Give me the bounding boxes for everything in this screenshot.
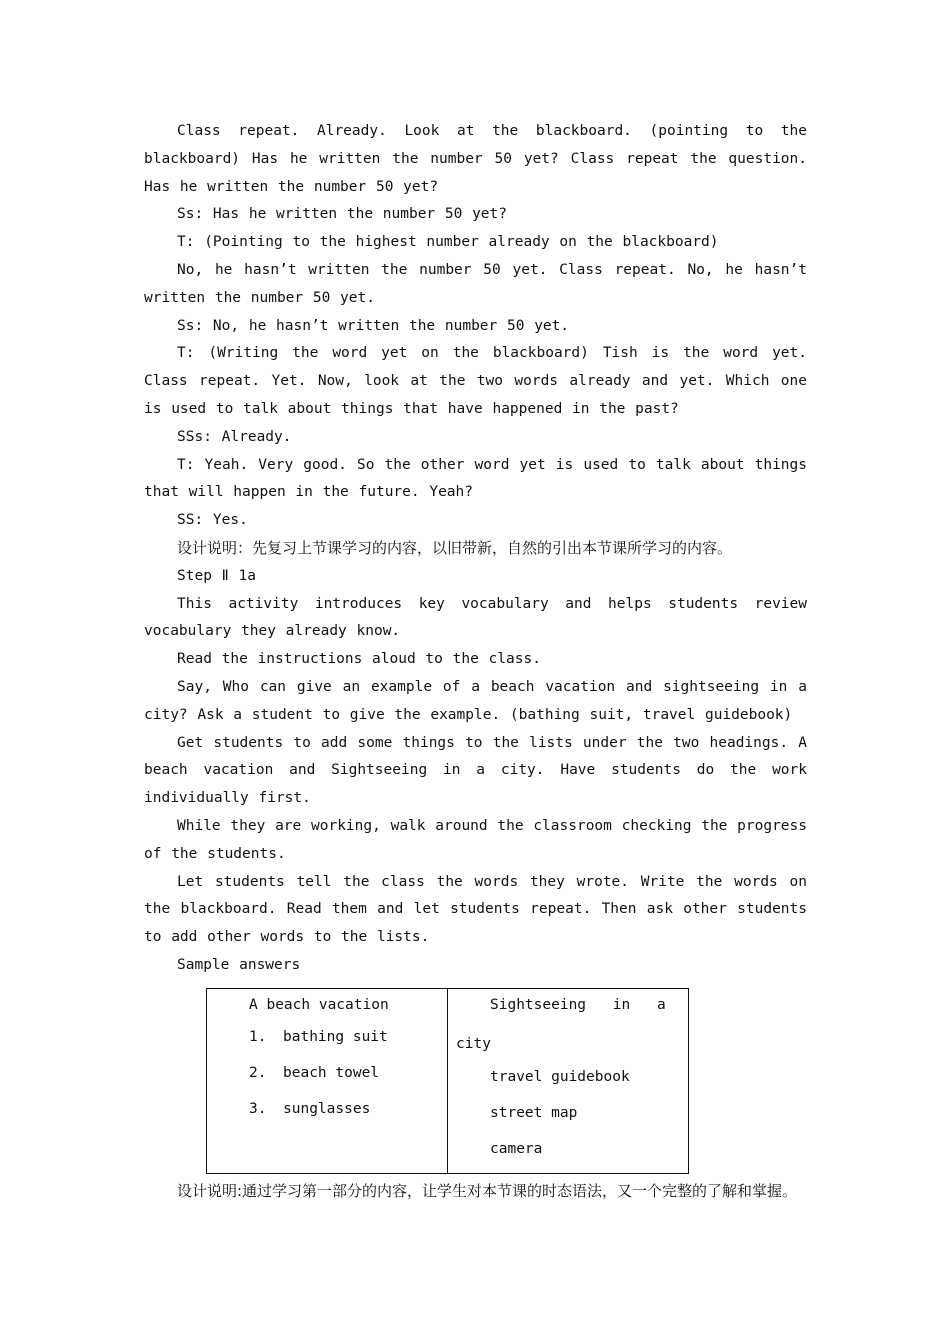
list-item: 1. bathing suit [249, 1028, 388, 1045]
step-heading: Step Ⅱ 1a [177, 567, 256, 584]
lesson-content [144, 118, 807, 1206]
sightseeing-column [448, 988, 689, 1173]
paragraph: T: Yeah. Very good. So the other word yet is used to talk about things that will happen in the future. Yeah? [144, 456, 807, 501]
paragraph: T: (Pointing to the highest number already on the blackboard) [177, 234, 719, 251]
column-heading: Sightseeing in a [490, 996, 666, 1013]
paragraph: Ss: Has he written the number 50 yet? [177, 206, 508, 223]
list-item: 3. sunglasses [249, 1100, 371, 1117]
column-heading: A beach vacation [249, 996, 389, 1013]
paragraph: SS: Yes. [177, 512, 248, 529]
paragraph: SSs: Already. [177, 428, 292, 445]
column-heading-wrap: city [456, 1035, 491, 1052]
paragraph: Class repeat. Already. Look at the blackboard. (pointing to the blackboard) Has he written the number 50 yet? Class repeat the question. Has he written the number 50 yet? [144, 123, 807, 195]
paragraph: T: (Writing the word yet on the blackboard) Tish is the word yet. Class repeat. Yet. Now, look at the two words already and yet. Which one is used to talk about things that have happened in the past? [144, 345, 807, 417]
list-item: travel guidebook [490, 1068, 630, 1085]
paragraph: Ss: No, he hasn’t written the number 50 yet. [177, 317, 570, 334]
design-note: 设计说明：先复习上节课学习的内容，以旧带新，自然的引出本节课所学习的内容。 [177, 538, 733, 557]
paragraph: While they are working, walk around the classroom checking the progress of the students. [144, 817, 807, 862]
list-item: street map [490, 1104, 578, 1121]
paragraph: Get students to add some things to the lists under the two headings. A beach vacation and Sightseeing in a city. Have students do the work individually first. [144, 734, 807, 807]
sample-answers-label: Sample answers [177, 956, 301, 973]
paragraph: No, he hasn’t written the number 50 yet. Class repeat. No, he hasn’t written the number 50 yet. [144, 261, 807, 306]
paragraph: Read the instructions aloud to the class. [177, 651, 541, 668]
paragraph: Let students tell the class the words they wrote. Write the words on the blackboard. Read them and let students repeat. Then ask other students to add other words to the lists. [144, 873, 807, 946]
paragraph: This activity introduces key vocabulary and helps students review vocabulary they already know. [144, 595, 807, 640]
closing-design-note: 设计说明:通过学习第一部分的内容，让学生对本节课的时态语法，又一个完整的了解和掌握。 [177, 1181, 798, 1200]
list-item: 2. beach towel [249, 1064, 380, 1081]
list-item: camera [490, 1140, 543, 1157]
paragraph: Say, Who can give an example of a beach vacation and sightseeing in a city? Ask a student to give the example. (bathing suit, travel guidebook) [144, 678, 807, 723]
sample-answers-table [206, 988, 689, 1174]
beach-vacation-column [207, 988, 448, 1173]
